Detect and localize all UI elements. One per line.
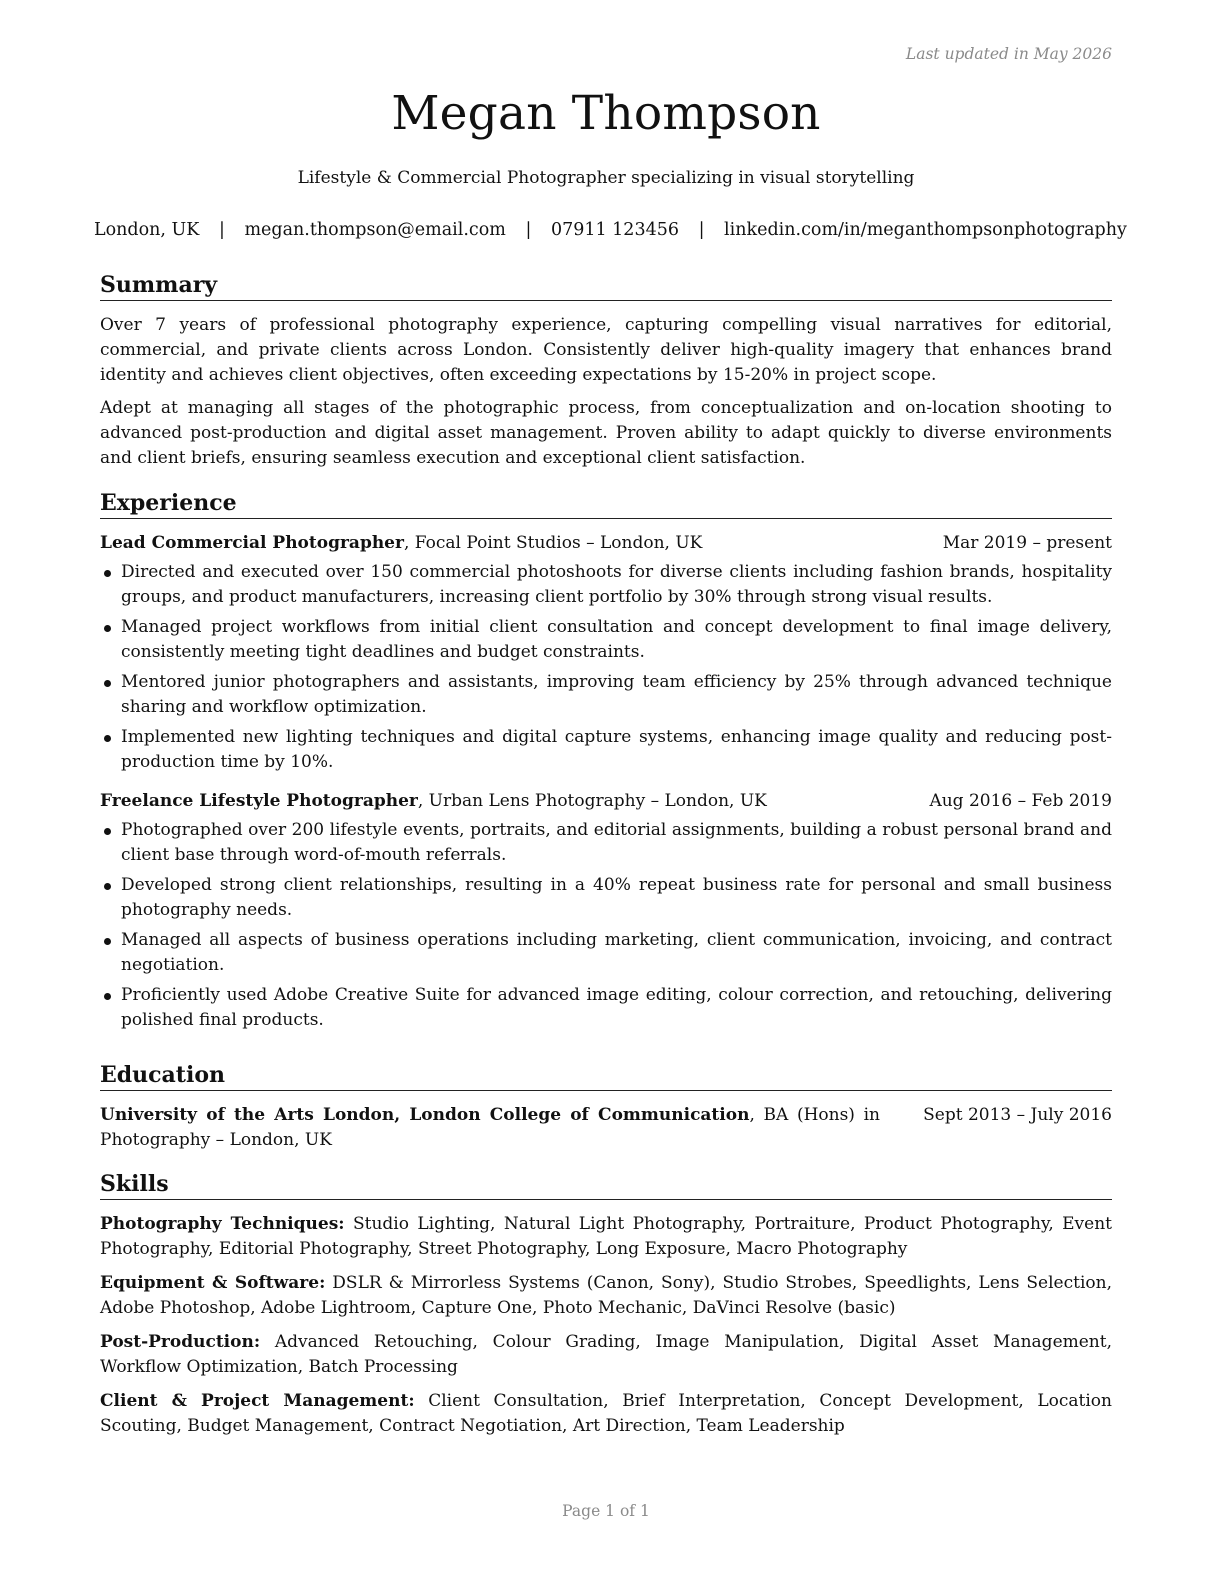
skill-group [100,1389,1112,1439]
job-title: Freelance Lifestyle Photographer [100,791,418,811]
summary-section [100,271,1112,479]
contact-email[interactable]: megan.thompson@email.com [244,220,506,240]
skill-category: Client & Project Management: [100,1391,415,1411]
job-bullet: Managed project workflows from initial client consultation and concept development to final image delivery, consistently meeting tight deadlines and budget constraints. [100,615,1112,665]
job-bullet: Photographed over 200 lifestyle events, portraits, and editorial assignments, building a robust personal brand and client base through word-of-mouth referrals. [100,818,1112,868]
skill-items: Studio Lighting, Natural Light Photography, Portraiture, Product Photography, Event Photography, Editorial Photography, Street Photography, Long Exposure, Macro Photography [100,1214,1113,1259]
job-entry [100,531,1112,775]
candidate-name: Megan Thompson [391,86,821,141]
job-bullet: Managed all aspects of business operations including marketing, client communication, invoicing, and contract negotiation. [100,928,1112,978]
skill-group [100,1271,1112,1321]
job-entry [100,789,1112,1033]
contact-phone: 07911 123456 [550,220,679,240]
last-updated-note: Last updated in May 2026 [905,45,1112,63]
job-company: , Urban Lens Photography – London, UK [417,791,767,811]
experience-section [100,489,1112,1038]
skill-items: DSLR & Mirrorless Systems (Canon, Sony), Studio Strobes, Speedlights, Lens Selection, Adobe Photoshop, Adobe Lightroom, Capture One, Photo Mechanic, DaVinci Resolve (basic) [100,1273,1112,1318]
job-company: , Focal Point Studios – London, UK [403,533,703,553]
contact-separator: | [525,220,532,240]
education-school: University of the Arts London, London College of Communication [100,1105,750,1125]
resume-page [94,0,1127,1584]
education-dates: Sept 2013 – July 2016 [923,1105,1112,1125]
skill-group [100,1330,1112,1380]
contact-line [94,220,1127,240]
skills-section [100,1170,1112,1448]
job-bullet: Proficiently used Adobe Creative Suite for advanced image editing, colour correction, and retouching, delivering polished final products. [100,983,1112,1033]
skill-category: Photography Techniques: [100,1214,345,1234]
job-title-line [100,531,702,556]
education-institution-line [100,1103,880,1153]
job-bullet: Directed and executed over 150 commercial photoshoots for diverse clients including fashion brands, hospitality groups, and product manufacturers, increasing client portfolio by 30% through strong visual results. [100,560,1112,610]
contact-linkedin[interactable]: linkedin.com/in/meganthompsonphotography [724,220,1127,240]
contact-separator: | [698,220,705,240]
job-title-line [100,789,767,814]
job-header [100,531,1112,556]
job-bullets [100,560,1112,775]
summary-paragraph: Over 7 years of professional photography experience, capturing compelling visual narratives for editorial, commercial, and private clients across London. Consistently deliver high-quality imagery that enhances brand identity and achieves client objectives, often exceeding expectations by 15-20% in project scope. [100,315,1112,385]
skill-group [100,1212,1112,1262]
page-number: Page 1 of 1 [562,1502,650,1520]
job-bullet: Implemented new lighting techniques and digital capture systems, enhancing image quality and reducing post-production time by 10%. [100,725,1112,775]
education-entry [100,1103,1112,1153]
education-degree: , BA (Hons) in Photography – London, UK [100,1105,880,1150]
summary-paragraph: Adept at managing all stages of the photographic process, from conceptualization and on-location shooting to advanced post-production and digital asset management. Proven ability to adapt quickly to diverse environments and client briefs, ensuring seamless execution and exceptional client satisfaction. [100,398,1112,468]
skills-heading: Skills [100,1170,1112,1200]
job-title: Lead Commercial Photographer [100,533,404,553]
job-bullets [100,818,1112,1033]
experience-heading: Experience [100,489,1112,519]
skill-items: Client Consultation, Brief Interpretation, Concept Development, Location Scouting, Budget Management, Contract Negotiation, Art Direction, Team Leadership [100,1391,1112,1436]
candidate-tagline: Lifestyle & Commercial Photographer specializing in visual storytelling [297,168,915,188]
contact-separator: | [218,220,225,240]
job-bullet: Developed strong client relationships, resulting in a 40% repeat business rate for personal and small business photography needs. [100,873,1112,923]
skill-category: Post-Production: [100,1332,261,1352]
job-bullet: Mentored junior photographers and assistants, improving team efficiency by 25% through advanced technique sharing and workflow optimization. [100,670,1112,720]
contact-location: London, UK [94,220,200,240]
skill-category: Equipment & Software: [100,1273,326,1293]
education-section [100,1061,1112,1153]
job-dates: Mar 2019 – present [942,533,1112,553]
summary-heading: Summary [100,271,1112,301]
skill-items: Advanced Retouching, Colour Grading, Image Manipulation, Digital Asset Management, Workflow Optimization, Batch Processing [100,1332,1112,1377]
job-header [100,789,1112,814]
education-heading: Education [100,1061,1112,1091]
job-dates: Aug 2016 – Feb 2019 [929,791,1112,811]
